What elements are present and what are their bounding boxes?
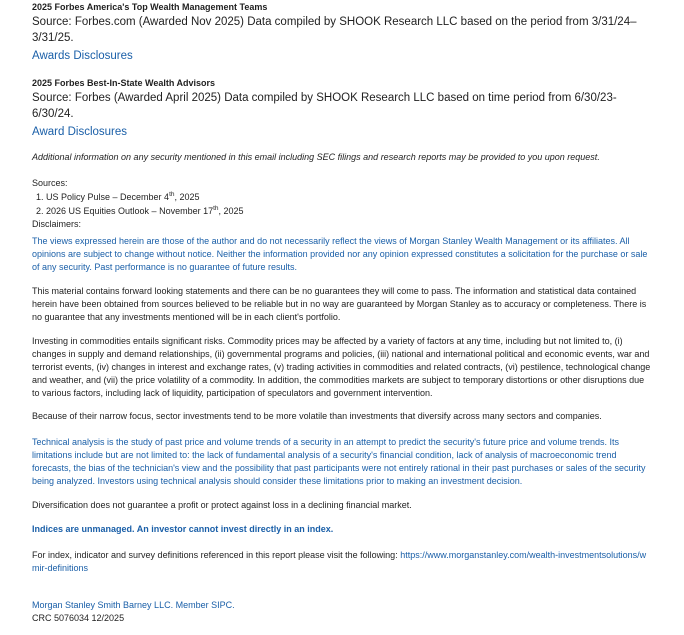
award-source: Source: Forbes.com (Awarded Nov 2025) Data compiled by SHOOK Research LLC based on the period from 3/31/24–3/31/25.	[32, 16, 637, 44]
source-item: 2. 2026 US Equities Outlook – November 17th, 2025	[46, 204, 652, 218]
diversification-disclaimer: Diversification does not guarantee a profit or protect against loss in a declining financial market.	[32, 500, 412, 510]
additional-info-note: Additional information on any security mentioned in this email including SEC filings and research reports may be provided to you upon request.	[32, 152, 600, 162]
source-item: 1. US Policy Pulse – December 4th, 2025	[46, 190, 652, 204]
technical-analysis-disclaimer: Technical analysis is the study of past price and volume trends of a security in an attempt to predict the security's future price and volume trends. Its limitations include but are not limited to: the lack of fundamental analysis of a security's financial condition, lack of analysis of macroeconomic trend forecasts, the bias of the technician's view and the possibility that past participants were not entirely rational in their past purchases or sales of the security being analyzed. Investors using technical analysis should consider these limitations prior to making an investment decision.	[32, 437, 646, 486]
definitions-note	[32, 549, 652, 575]
sources-section	[32, 177, 652, 231]
crc-code: CRC 5076034 12/2025	[32, 613, 125, 623]
definitions-link[interactable]: https://www.morganstanley.com/wealth-investmentsolutions/wmir-definitions	[32, 550, 647, 573]
company-name: Morgan Stanley Smith Barney LLC. Member SIPC.	[32, 600, 235, 610]
award-block-2	[32, 77, 652, 140]
commodities-disclaimer: Investing in commodities entails significant risks. Commodity prices may be affected by a variety of factors at any time, including but not limited to, (i) changes in supply and demand relationships, (ii) governmental programs and policies, (iii) national and international political and economic events, war and terrorist events, (iv) changes in interest and exchange rates, (v) trading activities in commodities and related contracts, (vi) pestilence, technological change and weather, and (vii) the price volatility of a commodity. In addition, the commodities markets are subject to temporary distortions or other disruptions due to various factors, including lack of liquidity, participation of speculators and government intervention.	[32, 336, 651, 398]
sector-disclaimer: Because of their narrow focus, sector investments tend to be more volatile than investments that diversify across many sectors and companies.	[32, 411, 602, 421]
sources-list	[32, 190, 652, 218]
forward-looking-disclaimer: This material contains forward looking statements and there can be no guarantees they will come to pass. The information and statistical data contained herein have been obtained from sources believed to be reliable but in no way are guaranteed by Morgan Stanley as to accuracy or completeness. There is no guarantee that any investments mentioned will be in each client's portfolio.	[32, 286, 647, 322]
disclaimers-label: Disclaimers:	[32, 219, 82, 229]
award-title: 2025 Forbes Best-In-State Wealth Advisors	[32, 78, 216, 88]
views-disclaimer: The views expressed herein are those of the author and do not necessarily reflect the views of Morgan Stanley Wealth Management or its affiliates. All opinions are subject to change without notice. Neither the information provided nor any opinion expressed constitutes a solicitation for the purchase or sale of any security. Past performance is no guarantee of future results.	[32, 236, 648, 272]
footer	[32, 599, 652, 625]
indices-disclaimer: Indices are unmanaged. An investor cannot invest directly in an index.	[32, 524, 334, 534]
award-source: Source: Forbes (Awarded April 2025) Data compiled by SHOOK Research LLC based on time period from 6/30/23-6/30/24.	[32, 92, 617, 120]
award-block-1	[32, 1, 652, 64]
definitions-prefix: For index, indicator and survey definitions referenced in this report please visit the following:	[32, 550, 401, 560]
sources-label: Sources:	[32, 178, 68, 188]
award-title: 2025 Forbes America's Top Wealth Management Teams	[32, 2, 268, 12]
award-disclosures-link[interactable]: Award Disclosures	[32, 126, 128, 138]
awards-disclosures-link[interactable]: Awards Disclosures	[32, 50, 133, 62]
